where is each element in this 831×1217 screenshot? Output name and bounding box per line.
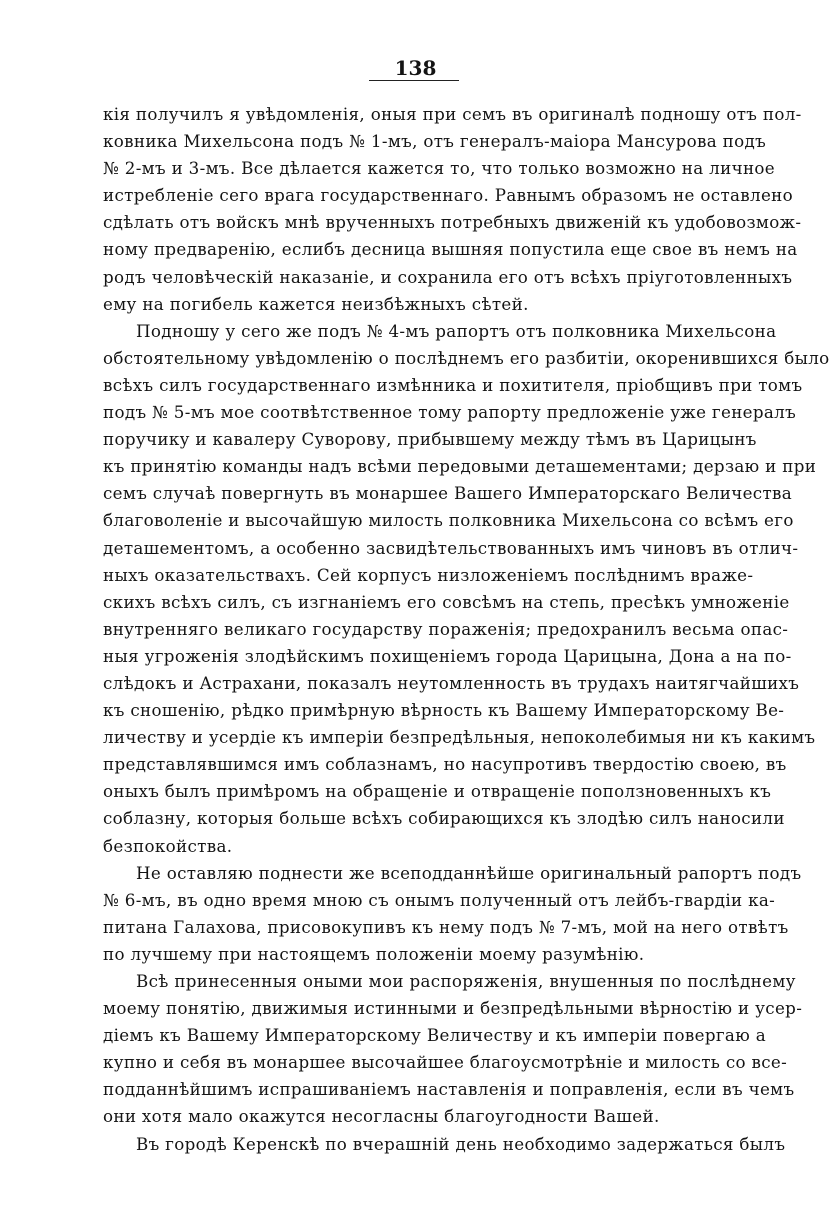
text-line: обстоятельному увѣдомленію о послѣднемъ его разбитіи, окоренившихся было	[103, 347, 830, 368]
text-line: всѣхъ силъ государственнаго измѣнника и похитителя, пріобщивъ при томъ	[103, 374, 803, 395]
paragraph	[103, 1131, 786, 1158]
page-number: 138	[394, 56, 437, 80]
text-line: по лучшему при настоящемъ положеніи моему разумѣнію.	[103, 943, 645, 964]
text-line: безпокойства.	[103, 835, 233, 856]
text-line: соблазну, которыя больше всѣхъ собирающихся къ злодѣю силъ наносили	[103, 808, 785, 829]
text-line: Подношу у сего же подъ № 4-мъ рапортъ отъ полковника Михельсона	[136, 320, 777, 341]
text-line: семъ случаѣ повергнуть въ монаршее Вашего Императорскаго Величества	[103, 483, 793, 504]
text-line: благоволеніе и высочайшую милость полковника Михельсона со всѣмъ его	[103, 510, 794, 531]
text-line: къ принятію команды надъ всѣми передовыми деташементами; дерзаю и при	[103, 456, 817, 477]
text-line: ныя угроженія злодѣйскимъ похищеніемъ города Царицына, Дона а на по-	[103, 645, 792, 666]
text-line: Въ городѣ Керенскѣ по вчерашній день необходимо задержаться былъ	[136, 1133, 786, 1154]
text-line: слѣдокъ и Астрахани, показалъ неутомленность въ трудахъ наитягчайшихъ	[103, 672, 800, 693]
text-line: моему понятію, движимыя истинными и безпредѣльными вѣрностію и усер-	[103, 998, 803, 1019]
text-line: ному предваренію, еслибъ десница вышняя попустила еще свое въ немъ на	[103, 239, 798, 260]
text-line: № 6-мъ, въ одно время мною съ онымъ полученный отъ лейбъ-гвардіи ка-	[103, 889, 776, 910]
text-line: № 2-мъ и 3-мъ. Все дѣлается кажется то, что только возможно на личное	[103, 158, 775, 179]
text-line: оныхъ былъ примѣромъ на обращеніе и отвращеніе поползновенныхъ къ	[103, 781, 772, 802]
text-line: къ сношенію, рѣдко примѣрную вѣрность къ Вашему Императорскому Ве-	[103, 700, 785, 721]
text-line: они хотя мало окажутся несогласны благоугодности Вашей.	[103, 1106, 660, 1127]
text-line: родъ человѣческій наказаніе, и сохранила его отъ всѣхъ пріуготовленныхъ	[103, 266, 793, 287]
text-line: кія получилъ я увѣдомленія, оныя при семъ въ оригиналѣ подношу отъ пол-	[103, 104, 802, 124]
text-line: поручику и кавалеру Суворову, прибывшему между тѣмъ въ Царицынъ	[103, 429, 757, 450]
text-line: внутренняго великаго государству пораженія; предохранилъ весьма опас-	[103, 618, 789, 639]
text-line: діемъ къ Вашему Императорскому Величеству и къ имперіи повергаю а	[103, 1025, 766, 1046]
text-line: Не оставляю поднести же всеподданнѣйше оригинальный рапортъ подъ	[136, 862, 802, 883]
paragraph	[103, 318, 830, 860]
text-line: истребленіе сего врага государственнаго. Равнымъ образомъ не оставлено	[103, 185, 794, 206]
text-line: подданнѣйшимъ испрашиваніемъ наставленія и поправленія, если въ чемъ	[103, 1079, 795, 1100]
text-line: питана Галахова, присовокупивъ къ нему подъ № 7-мъ, мой на него отвѣтъ	[103, 916, 789, 937]
text-line: личеству и усердіе къ имперіи безпредѣльныя, непоколебимыя ни къ какимъ	[103, 727, 816, 748]
paragraph	[103, 968, 803, 1131]
body-text	[103, 101, 830, 1158]
text-line: ковника Михельсона подъ № 1-мъ, отъ генералъ-маіора Мансурова подъ	[103, 131, 767, 152]
text-line: купно и себя въ монаршее высочайшее благоусмотрѣніе и милость со все-	[103, 1052, 788, 1073]
text-line: ему на погибель кажется неизбѣжныхъ сѣтей.	[103, 293, 529, 314]
text-line: подъ № 5-мъ мое соотвѣтственное тому рапорту предложеніе уже генералъ	[103, 402, 797, 423]
paragraph	[103, 101, 802, 318]
text-line: ныхъ оказательствахъ. Сей корпусъ низложеніемъ послѣднимъ враже-	[103, 564, 754, 585]
page-number-rule	[369, 80, 459, 81]
text-line: Всѣ принесенныя оными мои распоряженія, внушенныя по послѣднему	[136, 971, 796, 991]
paragraph	[103, 860, 802, 968]
text-line: сдѣлать отъ войскъ мнѣ врученныхъ потребныхъ движеній къ удобовозмож-	[103, 212, 802, 233]
text-line: представлявшимся имъ соблазнамъ, но насупротивъ твердостію своею, въ	[103, 754, 787, 775]
text-line: деташементомъ, а особенно засвидѣтельствованныхъ имъ чиновъ въ отлич-	[103, 537, 799, 558]
text-line: скихъ всѣхъ силъ, съ изгнаніемъ его совсѣмъ на степь, пресѣкъ умноженіе	[103, 591, 790, 612]
